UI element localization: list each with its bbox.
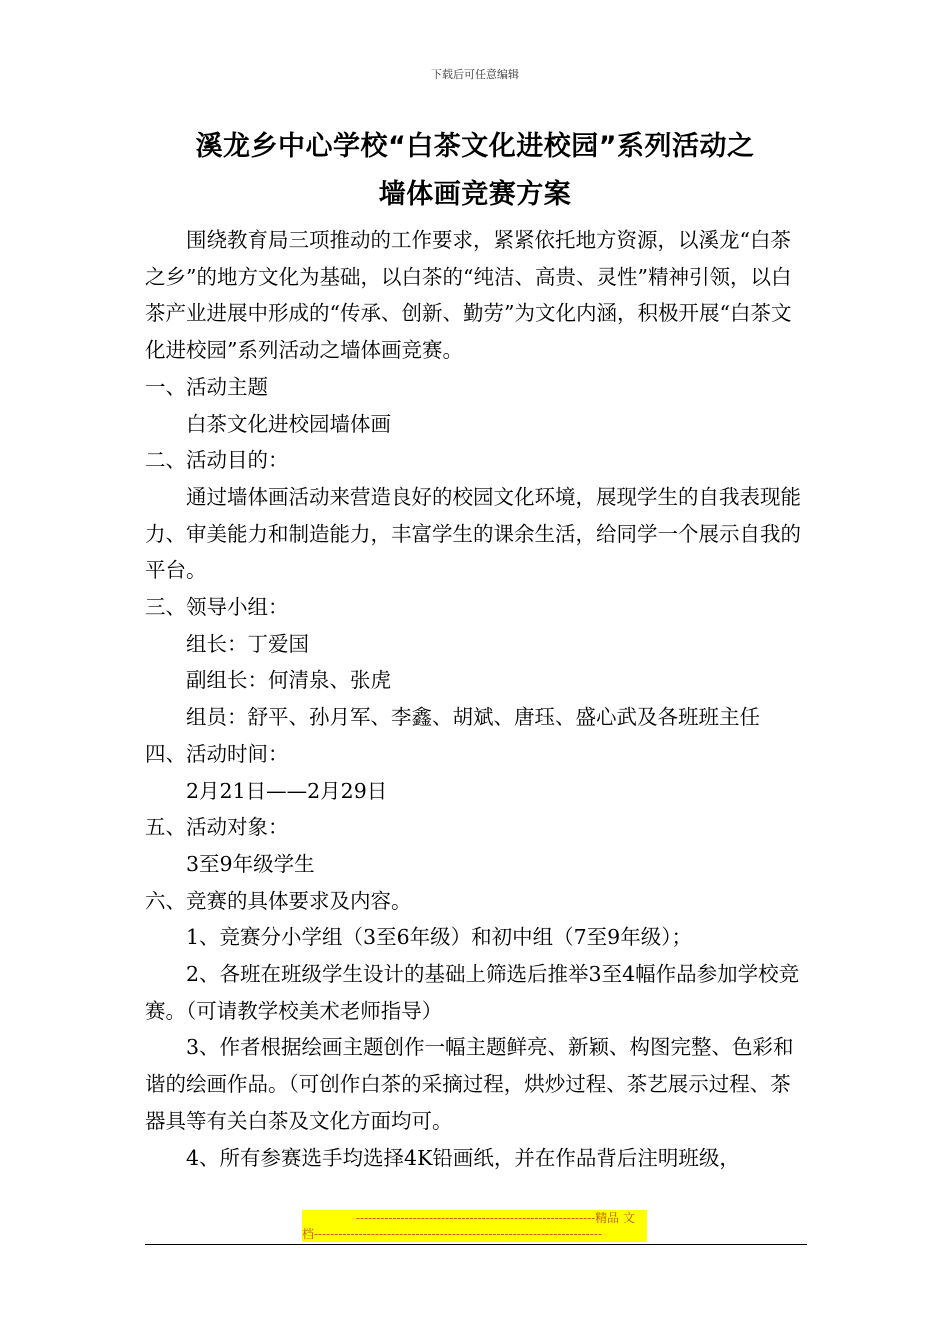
- footer-watermark-line1: -----------------------------------------------------------精品 文: [355, 1211, 635, 1225]
- document-title-line1: 溪龙乡中心学校“白茶文化进校园”系列活动之: [195, 131, 755, 162]
- section-content-theme: 白茶文化进校园墙体画: [186, 411, 391, 436]
- leadership-members: 组员：舒平、孙月军、李鑫、胡斌、唐珏、盛心武及各班班主任: [186, 705, 760, 730]
- intro-paragraph: 围绕教育局三项推动的工作要求，紧紧依托地方资源，以溪龙“白茶之乡”的地方文化为基础，以白茶的“纯洁、高贵、灵性”精神引领，以白茶产业进展中形成的“传承、创新、勤劳”为文化内涵，积极开展“白茶文化进校园”系列活动之墙体画竞赛。: [145, 228, 792, 363]
- requirement-item-3: 3、作者根据绘画主题创作一幅主题鲜亮、新颖、构图完整、色彩和谐的绘画作品。（可创作白茶的采摘过程，烘炒过程、茶艺展示过程、茶器具等有关白茶及文化方面均可。: [145, 1035, 794, 1133]
- section-content-purpose: 通过墙体画活动来营造良好的校园文化环境，展现学生的自我表现能力、审美能力和制造能力，丰富学生的课余生活，给同学一个展示自我的平台。: [145, 484, 801, 583]
- section-content-time: 2月21日——2月29日: [186, 778, 388, 803]
- section-heading-time: 四、活动时间：: [145, 741, 289, 766]
- requirement-item-2: 2、各班在班级学生设计的基础上筛选后推举3至4幅作品参加学校竞赛。（可请教学校美术老师指导）: [145, 962, 800, 1023]
- section-heading-theme: 一、活动主题: [145, 374, 268, 399]
- leadership-leader: 组长：丁爱国: [186, 631, 309, 656]
- section-heading-purpose: 二、活动目的：: [145, 448, 289, 473]
- section-heading-leadership: 三、领导小组：: [145, 595, 289, 620]
- leadership-deputy: 副组长：何清泉、张虎: [186, 668, 391, 693]
- section-content-audience: 3至9年级学生: [186, 851, 315, 876]
- section-heading-audience: 五、活动对象：: [145, 815, 289, 840]
- requirement-item-1: 1、竞赛分小学组（3至6年级）和初中组（7至9年级）；: [186, 925, 692, 950]
- document-body: [145, 222, 807, 1176]
- requirement-item-4: 4、所有参赛选手均选择4K铅画纸，并在作品背后注明班级，: [186, 1145, 740, 1170]
- header-note: 下载后可任意编辑: [431, 68, 519, 81]
- footer-divider: [145, 1244, 807, 1245]
- document-title-line2: 墙体画竞赛方案: [378, 179, 572, 210]
- section-heading-requirements: 六、竞赛的具体要求及内容。: [145, 888, 412, 913]
- footer-watermark: [302, 1210, 647, 1242]
- footer-watermark-line2: 档-----------------------------------------------------------------------: [302, 1227, 602, 1241]
